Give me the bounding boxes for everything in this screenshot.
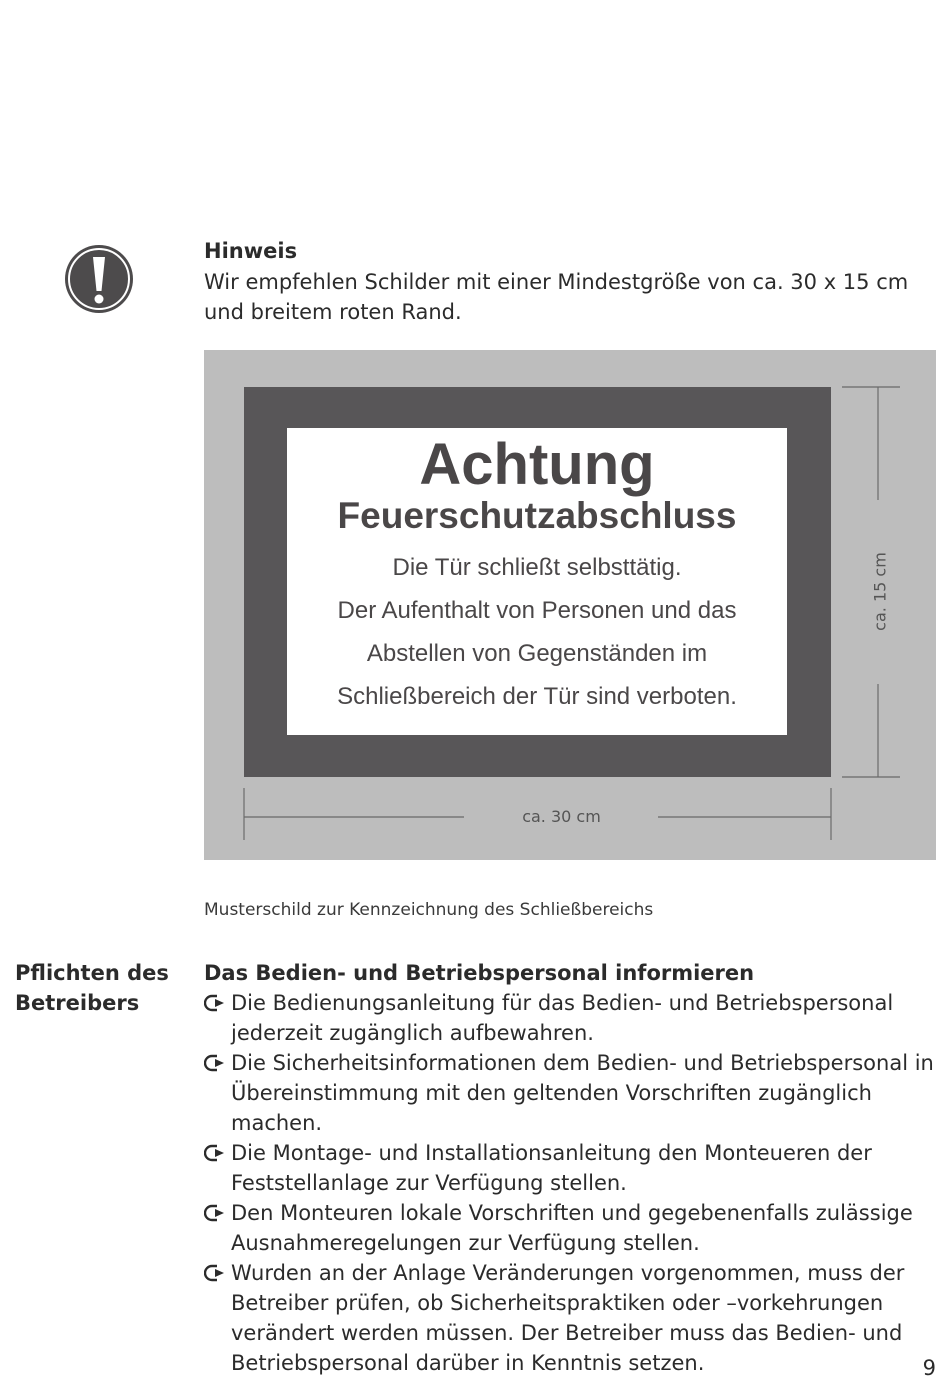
list-item: [204, 1138, 938, 1198]
sign-subtitle: Feuerschutzabschluss: [337, 495, 737, 536]
list-item-text: Den Monteuren lokale Vorschriften und gegebenenfalls zulässige Ausnahmeregelungen zur Verfügung stellen.: [231, 1201, 913, 1255]
page-number: 9: [922, 1356, 936, 1380]
sign-figure: [204, 350, 936, 860]
figure-caption: Musterschild zur Kennzeichnung des Schließbereichs: [204, 900, 654, 920]
arrow-right-icon: [204, 1258, 226, 1288]
height-label: ca. 15 cm: [870, 552, 890, 631]
side-heading: Pflichten des Betreibers: [15, 961, 169, 1015]
arrow-right-icon: [204, 1198, 226, 1228]
list-item-text: Die Montage- und Installationsanleitung den Monteueren der Feststellanlage zur Verfügung stellen.: [231, 1141, 872, 1195]
width-label: ca. 30 cm: [522, 807, 601, 826]
section-heading: Das Bedien- und Betriebspersonal informieren: [204, 961, 755, 985]
sign-line: Die Tür schließt selbsttätig.: [392, 554, 682, 581]
note-heading: Hinweis: [204, 239, 298, 263]
list-item-text: Die Sicherheitsinformationen dem Bedien- und Betriebspersonal in Übereinstimmung mit den geltenden Vorschriften zugänglich machen.: [231, 1051, 934, 1135]
list-item: [204, 1258, 938, 1378]
list-item: [204, 1048, 938, 1138]
sign-line: Der Aufenthalt von Personen und das: [337, 597, 737, 624]
sign-line: Schließbereich der Tür sind verboten.: [337, 683, 737, 710]
duty-list: [204, 988, 938, 1378]
sign-title: Achtung: [419, 432, 655, 497]
sign-line: Abstellen von Gegenständen im: [366, 640, 708, 667]
note-text: Wir empfehlen Schilder mit einer Mindestgröße von ca. 30 x 15 cm und breitem roten Rand.: [204, 270, 909, 324]
list-item-text: Die Bedienungsanleitung für das Bedien- und Betriebspersonal jederzeit zugänglich aufbewahren.: [231, 991, 894, 1045]
arrow-right-icon: [204, 1048, 226, 1078]
exclamation-icon: [64, 244, 134, 314]
list-item-text: Wurden an der Anlage Veränderungen vorgenommen, muss der Betreiber prüfen, ob Sicherheitspraktiken oder –vorkehrungen verändert werden müssen. Der Betreiber muss das Bedien- und Betriebspersonal darüber in Kenntnis setzen.: [231, 1261, 905, 1375]
arrow-right-icon: [204, 1138, 226, 1168]
sign-body: [287, 546, 787, 718]
list-item: [204, 988, 938, 1048]
sign-border: [244, 387, 831, 777]
list-item: [204, 1198, 938, 1258]
sign-panel: [287, 428, 787, 735]
arrow-right-icon: [204, 988, 226, 1018]
